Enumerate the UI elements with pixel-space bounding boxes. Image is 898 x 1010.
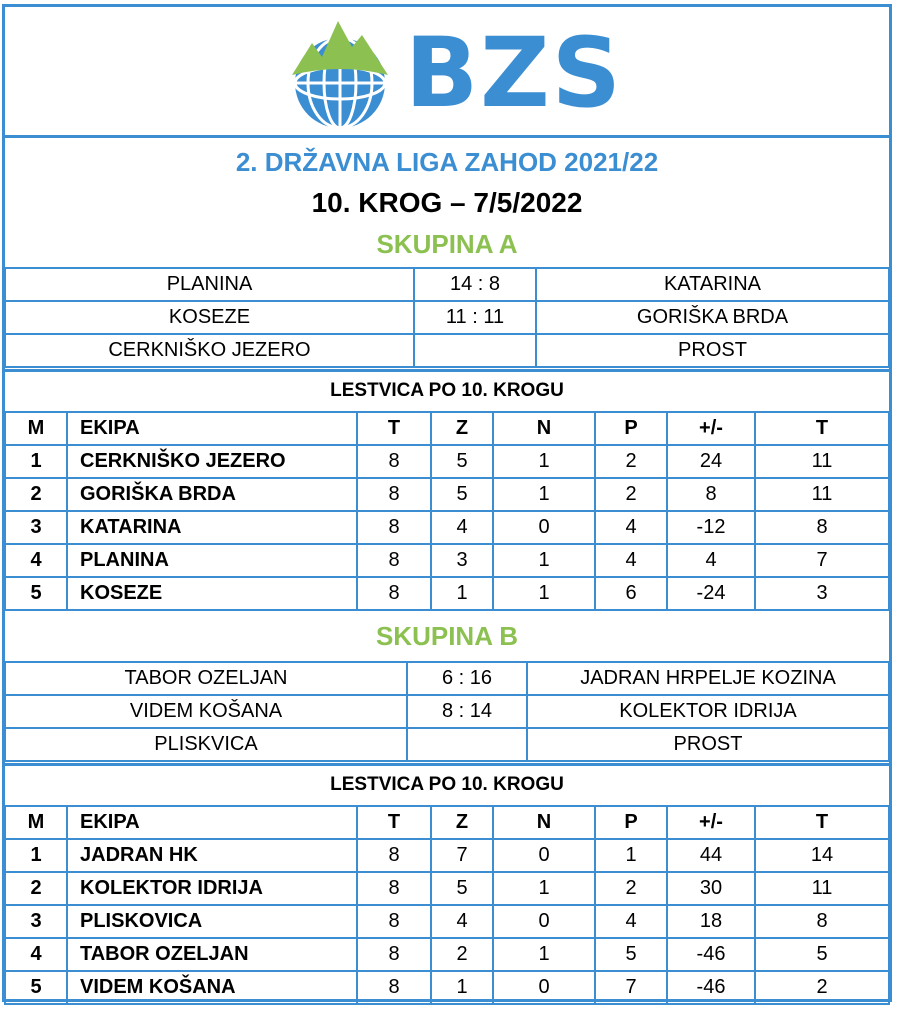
away-team: KOLEKTOR IDRIJA bbox=[527, 695, 889, 728]
team-name: KOLEKTOR IDRIJA bbox=[67, 872, 357, 905]
goal-diff: 30 bbox=[667, 872, 755, 905]
col-ekipa: EKIPA bbox=[67, 412, 357, 445]
wins: 4 bbox=[431, 511, 493, 544]
logo bbox=[5, 7, 889, 135]
away-team: GORIŠKA BRDA bbox=[536, 301, 889, 334]
score bbox=[407, 728, 527, 761]
goal-diff: -24 bbox=[667, 577, 755, 610]
away-team: PROST bbox=[536, 334, 889, 367]
losses: 1 bbox=[595, 839, 667, 872]
home-team: KOSEZE bbox=[5, 301, 414, 334]
played: 8 bbox=[357, 971, 431, 1004]
rank: 4 bbox=[5, 544, 67, 577]
wins: 5 bbox=[431, 445, 493, 478]
rank: 1 bbox=[5, 445, 67, 478]
col-points: T bbox=[755, 412, 889, 445]
rank: 5 bbox=[5, 577, 67, 610]
goal-diff: 18 bbox=[667, 905, 755, 938]
draws: 1 bbox=[493, 577, 595, 610]
points: 5 bbox=[755, 938, 889, 971]
played: 8 bbox=[357, 511, 431, 544]
draws: 0 bbox=[493, 905, 595, 938]
points: 14 bbox=[755, 839, 889, 872]
team-name: CERKNIŠKO JEZERO bbox=[67, 445, 357, 478]
losses: 2 bbox=[595, 445, 667, 478]
table-row bbox=[5, 971, 889, 1004]
col-n: N bbox=[493, 412, 595, 445]
mountain-globe-icon bbox=[290, 13, 390, 133]
points: 11 bbox=[755, 872, 889, 905]
goal-diff: 4 bbox=[667, 544, 755, 577]
team-name: TABOR OZELJAN bbox=[67, 938, 357, 971]
col-z: Z bbox=[431, 412, 493, 445]
home-team: TABOR OZELJAN bbox=[5, 662, 407, 695]
col-diff: +/- bbox=[667, 412, 755, 445]
col-p: P bbox=[595, 412, 667, 445]
home-team: PLANINA bbox=[5, 268, 414, 301]
col-m: M bbox=[5, 806, 67, 839]
score: 11 : 11 bbox=[414, 301, 536, 334]
table-row bbox=[5, 511, 889, 544]
standings-header bbox=[5, 806, 889, 839]
losses: 6 bbox=[595, 577, 667, 610]
group-a-standings-title: LESTVICA PO 10. KROGU bbox=[330, 380, 564, 401]
wins: 5 bbox=[431, 872, 493, 905]
col-ekipa: EKIPA bbox=[67, 806, 357, 839]
col-diff: +/- bbox=[667, 806, 755, 839]
team-name: KOSEZE bbox=[67, 577, 357, 610]
group-b-title: SKUPINA B bbox=[375, 621, 519, 651]
points: 8 bbox=[755, 511, 889, 544]
played: 8 bbox=[357, 577, 431, 610]
league-title: 2. DRŽAVNA LIGA ZAHOD 2021/22 bbox=[235, 147, 659, 177]
rank: 4 bbox=[5, 938, 67, 971]
group-a-title: SKUPINA A bbox=[376, 229, 518, 259]
wins: 1 bbox=[431, 577, 493, 610]
home-team: PLISKVICA bbox=[5, 728, 407, 761]
losses: 7 bbox=[595, 971, 667, 1004]
team-name: PLISKOVICA bbox=[67, 905, 357, 938]
group-a-standings bbox=[4, 411, 890, 611]
divider bbox=[5, 763, 889, 766]
standings-header bbox=[5, 412, 889, 445]
home-team: VIDEM KOŠANA bbox=[5, 695, 407, 728]
points: 11 bbox=[755, 445, 889, 478]
goal-diff: 44 bbox=[667, 839, 755, 872]
rank: 3 bbox=[5, 511, 67, 544]
col-m: M bbox=[5, 412, 67, 445]
table-row bbox=[5, 577, 889, 610]
team-name: VIDEM KOŠANA bbox=[67, 971, 357, 1004]
group-b-results bbox=[4, 661, 890, 762]
rank: 2 bbox=[5, 872, 67, 905]
draws: 1 bbox=[493, 544, 595, 577]
played: 8 bbox=[357, 544, 431, 577]
logo-text: BZS bbox=[405, 17, 623, 129]
goal-diff: -12 bbox=[667, 511, 755, 544]
result-row bbox=[5, 268, 889, 301]
score: 14 : 8 bbox=[414, 268, 536, 301]
losses: 4 bbox=[595, 511, 667, 544]
result-row bbox=[5, 334, 889, 367]
wins: 4 bbox=[431, 905, 493, 938]
table-row bbox=[5, 905, 889, 938]
col-n: N bbox=[493, 806, 595, 839]
away-team: JADRAN HRPELJE KOZINA bbox=[527, 662, 889, 695]
result-row bbox=[5, 301, 889, 334]
rank: 5 bbox=[5, 971, 67, 1004]
losses: 4 bbox=[595, 544, 667, 577]
played: 8 bbox=[357, 445, 431, 478]
goal-diff: -46 bbox=[667, 938, 755, 971]
rank: 2 bbox=[5, 478, 67, 511]
table-row bbox=[5, 478, 889, 511]
document-frame bbox=[2, 4, 892, 1002]
table-row bbox=[5, 839, 889, 872]
points: 3 bbox=[755, 577, 889, 610]
team-name: JADRAN HK bbox=[67, 839, 357, 872]
draws: 1 bbox=[493, 478, 595, 511]
draws: 1 bbox=[493, 445, 595, 478]
draws: 1 bbox=[493, 938, 595, 971]
result-row bbox=[5, 662, 889, 695]
wins: 2 bbox=[431, 938, 493, 971]
col-p: P bbox=[595, 806, 667, 839]
losses: 5 bbox=[595, 938, 667, 971]
col-z: Z bbox=[431, 806, 493, 839]
away-team: KATARINA bbox=[536, 268, 889, 301]
table-row bbox=[5, 544, 889, 577]
result-row bbox=[5, 695, 889, 728]
away-team: PROST bbox=[527, 728, 889, 761]
points: 11 bbox=[755, 478, 889, 511]
wins: 7 bbox=[431, 839, 493, 872]
group-b-standings bbox=[4, 805, 890, 1005]
divider bbox=[5, 369, 889, 372]
score bbox=[414, 334, 536, 367]
draws: 0 bbox=[493, 511, 595, 544]
losses: 2 bbox=[595, 872, 667, 905]
goal-diff: -46 bbox=[667, 971, 755, 1004]
col-points: T bbox=[755, 806, 889, 839]
wins: 3 bbox=[431, 544, 493, 577]
played: 8 bbox=[357, 872, 431, 905]
wins: 5 bbox=[431, 478, 493, 511]
table-row bbox=[5, 872, 889, 905]
table-row bbox=[5, 445, 889, 478]
home-team: CERKNIŠKO JEZERO bbox=[5, 334, 414, 367]
rank: 1 bbox=[5, 839, 67, 872]
col-t: T bbox=[357, 412, 431, 445]
rank: 3 bbox=[5, 905, 67, 938]
team-name: PLANINA bbox=[67, 544, 357, 577]
team-name: GORIŠKA BRDA bbox=[67, 478, 357, 511]
points: 2 bbox=[755, 971, 889, 1004]
played: 8 bbox=[357, 478, 431, 511]
losses: 2 bbox=[595, 478, 667, 511]
goal-diff: 8 bbox=[667, 478, 755, 511]
group-b-standings-title: LESTVICA PO 10. KROGU bbox=[330, 774, 564, 795]
played: 8 bbox=[357, 905, 431, 938]
draws: 0 bbox=[493, 839, 595, 872]
result-row bbox=[5, 728, 889, 761]
points: 8 bbox=[755, 905, 889, 938]
divider bbox=[5, 135, 889, 138]
score: 6 : 16 bbox=[407, 662, 527, 695]
group-a-results bbox=[4, 267, 890, 368]
team-name: KATARINA bbox=[67, 511, 357, 544]
table-row bbox=[5, 938, 889, 971]
score: 8 : 14 bbox=[407, 695, 527, 728]
draws: 1 bbox=[493, 872, 595, 905]
col-t: T bbox=[357, 806, 431, 839]
goal-diff: 24 bbox=[667, 445, 755, 478]
draws: 0 bbox=[493, 971, 595, 1004]
played: 8 bbox=[357, 938, 431, 971]
played: 8 bbox=[357, 839, 431, 872]
round-title: 10. KROG – 7/5/2022 bbox=[311, 187, 583, 218]
wins: 1 bbox=[431, 971, 493, 1004]
points: 7 bbox=[755, 544, 889, 577]
losses: 4 bbox=[595, 905, 667, 938]
